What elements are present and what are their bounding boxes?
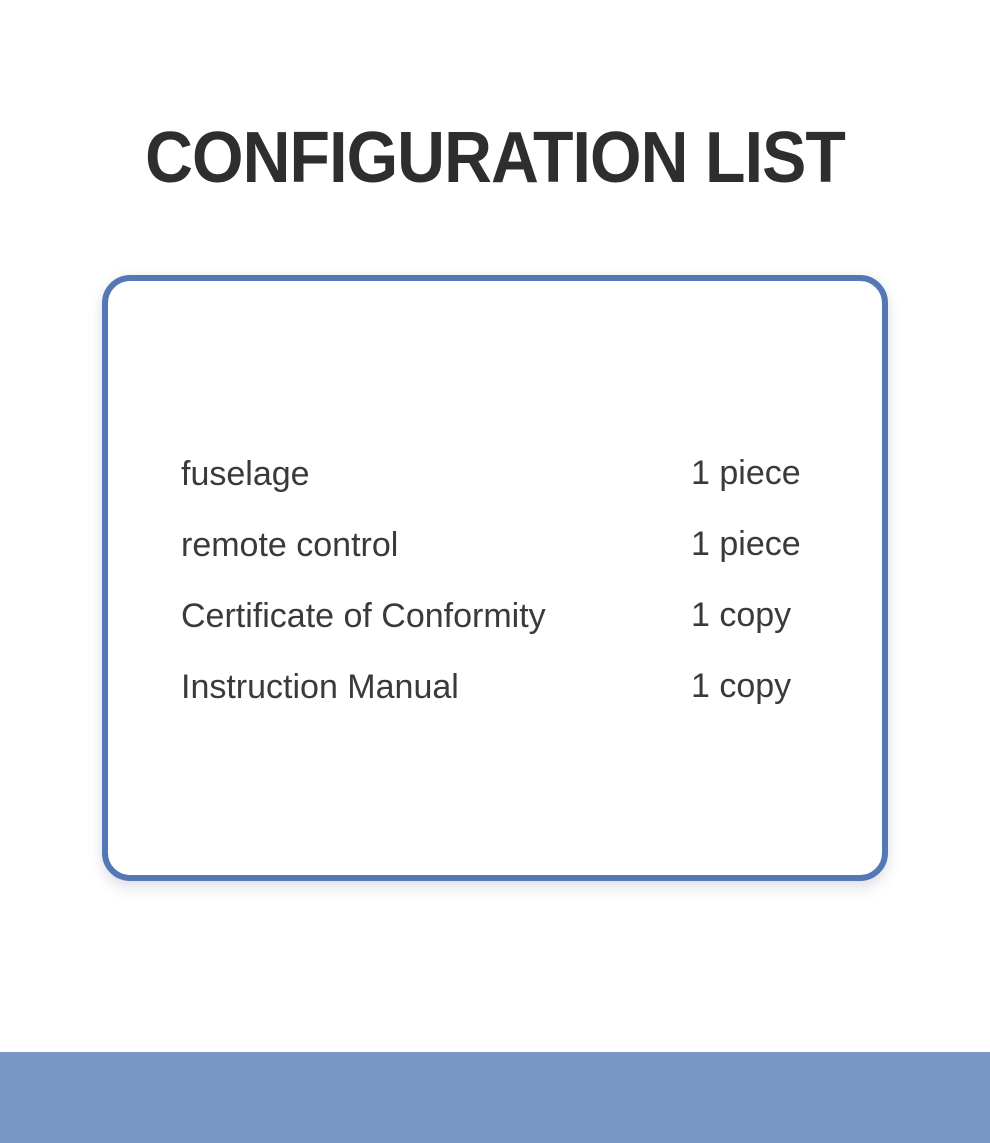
item-name: Instruction Manual	[181, 668, 459, 706]
list-item	[181, 656, 821, 727]
list-item	[181, 514, 821, 585]
page-title: CONFIGURATION LIST	[145, 118, 845, 198]
item-quantity: 1 copy	[691, 667, 792, 705]
list-item	[181, 585, 821, 656]
item-name: Certificate of Conformity	[181, 597, 546, 635]
item-quantity: 1 piece	[691, 454, 801, 492]
item-name: fuselage	[181, 455, 310, 493]
list-item	[181, 443, 821, 514]
item-name: remote control	[181, 526, 399, 564]
configuration-list	[181, 443, 821, 727]
footer-band	[0, 1052, 990, 1143]
item-quantity: 1 piece	[691, 525, 801, 563]
configuration-card	[102, 275, 888, 881]
item-quantity: 1 copy	[691, 596, 792, 634]
